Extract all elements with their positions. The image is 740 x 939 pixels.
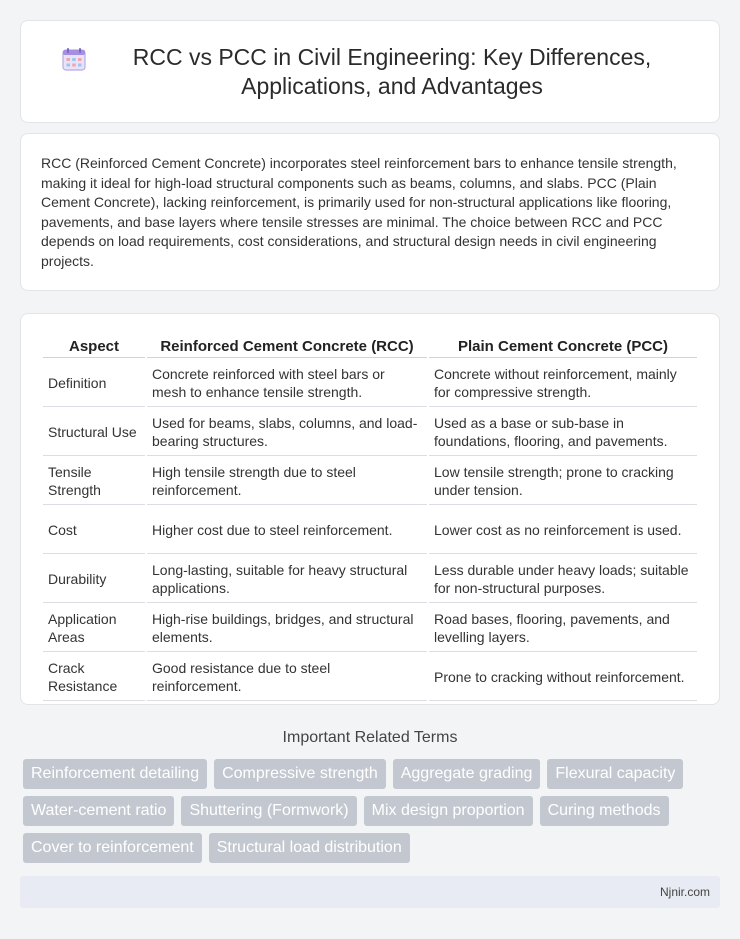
term-chip[interactable]: Aggregate grading [393, 759, 541, 789]
pcc-cell: Lower cost as no reinforcement is used. [429, 507, 697, 554]
term-chip[interactable]: Reinforcement detailing [23, 759, 207, 789]
comparison-table-card [20, 313, 720, 705]
aspect-cell: Structural Use [43, 409, 145, 456]
term-chip[interactable]: Mix design proportion [364, 796, 533, 826]
pcc-cell: Road bases, flooring, pavements, and levelling layers. [429, 605, 697, 652]
pcc-cell: Low tensile strength; prone to cracking under tension. [429, 458, 697, 505]
aspect-cell: Definition [43, 360, 145, 407]
table-row [43, 360, 697, 407]
intro-paragraph: RCC (Reinforced Cement Concrete) incorporates steel reinforcement bars to enhance tensile strength, making it ideal for high-load structural components such as beams, columns, and slabs. PCC (Plain Cement Concrete), lacking reinforcement, is primarily used for non-structural applications like flooring, pavements, and base layers where tensile stresses are minimal. The choice between RCC and PCC depends on load requirements, cost considerations, and structural design needs in civil engineering projects. [41, 155, 677, 269]
pcc-cell: Used as a base or sub-base in foundations, flooring, and pavements. [429, 409, 697, 456]
rcc-cell: High-rise buildings, bridges, and structural elements. [147, 605, 427, 652]
term-chip[interactable]: Compressive strength [214, 759, 386, 789]
rcc-cell: High tensile strength due to steel reinforcement. [147, 458, 427, 505]
term-chip[interactable]: Flexural capacity [547, 759, 683, 789]
rcc-cell: Higher cost due to steel reinforcement. [147, 507, 427, 554]
term-chip[interactable]: Curing methods [540, 796, 669, 826]
footer-site-link[interactable]: Njnir.com [659, 885, 710, 899]
title-wrap [61, 43, 679, 101]
pcc-cell: Concrete without reinforcement, mainly for compressive strength. [429, 360, 697, 407]
rcc-cell: Long-lasting, suitable for heavy structural applications. [147, 556, 427, 603]
aspect-cell: Crack Resistance [43, 654, 145, 701]
term-chip[interactable]: Shuttering (Formwork) [181, 796, 356, 826]
rcc-cell: Used for beams, slabs, columns, and load-bearing structures. [147, 409, 427, 456]
rcc-cell: Good resistance due to steel reinforcement. [147, 654, 427, 701]
term-chip[interactable]: Structural load distribution [209, 833, 410, 863]
rcc-cell: Concrete reinforced with steel bars or mesh to enhance tensile strength. [147, 360, 427, 407]
aspect-cell: Tensile Strength [43, 458, 145, 505]
aspect-cell: Cost [43, 507, 145, 554]
related-terms-list [20, 759, 720, 863]
table-row [43, 507, 697, 554]
table-row [43, 556, 697, 603]
intro-card [20, 133, 720, 291]
calendar-grid-icon [61, 46, 87, 72]
term-chip[interactable]: Cover to reinforcement [23, 833, 202, 863]
related-terms-heading: Important Related Terms [282, 729, 458, 746]
page-title: RCC vs PCC in Civil Engineering: Key Differences, Applications, and Advantages [132, 43, 652, 99]
aspect-cell: Application Areas [43, 605, 145, 652]
table-row [43, 409, 697, 456]
table-row [43, 654, 697, 701]
header-rcc: Reinforced Cement Concrete (RCC) [147, 334, 427, 358]
header-aspect: Aspect [43, 334, 145, 358]
aspect-cell: Durability [43, 556, 145, 603]
pcc-cell: Less durable under heavy loads; suitable for non-structural purposes. [429, 556, 697, 603]
title-card [20, 20, 720, 123]
term-chip[interactable]: Water-cement ratio [23, 796, 174, 826]
footer-bar [20, 876, 720, 908]
header-pcc: Plain Cement Concrete (PCC) [429, 334, 697, 358]
pcc-cell: Prone to cracking without reinforcement. [429, 654, 697, 701]
comparison-table [41, 332, 699, 703]
table-header-row [43, 334, 697, 358]
table-row [43, 458, 697, 505]
table-row [43, 605, 697, 652]
